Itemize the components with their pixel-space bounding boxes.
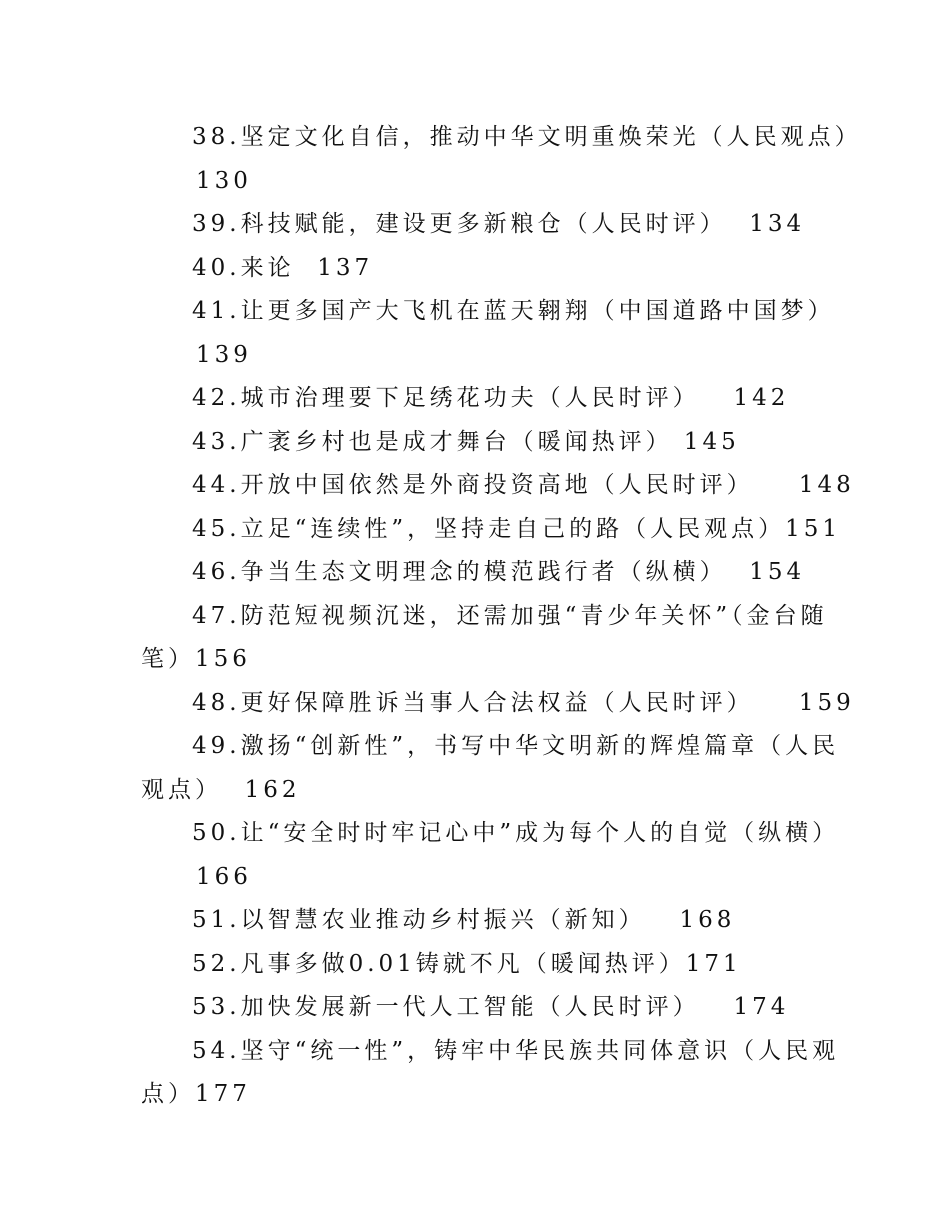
toc-entry-53: 53.加快发展新一代人工智能（人民时评） 174 bbox=[192, 994, 790, 1020]
toc-entry-40: 40.来论 137 bbox=[192, 255, 374, 281]
toc-entry-42: 42.城市治理要下足绣花功夫（人民时评） 142 bbox=[192, 385, 790, 411]
toc-entry-47-cont: 笔）156 bbox=[141, 646, 251, 672]
toc-entry-41: 41.让更多国产大飞机在蓝天翱翔（中国道路中国梦） bbox=[192, 298, 835, 324]
toc-page-50: 166 bbox=[196, 864, 252, 890]
toc-entry-50: 50.让“安全时时牢记心中”成为每个人的自觉（纵横） bbox=[192, 820, 840, 846]
toc-entry-44: 44.开放中国依然是外商投资高地（人民时评） 148 bbox=[192, 472, 855, 498]
toc-entry-46: 46.争当生态文明理念的模范践行者（纵横） 154 bbox=[192, 559, 806, 585]
toc-entry-38: 38.坚定文化自信，推动中华文明重焕荣光（人民观点） bbox=[192, 124, 862, 150]
toc-entry-39: 39.科技赋能，建设更多新粮仓（人民时评） 134 bbox=[192, 211, 806, 237]
toc-entry-49: 49.激扬“创新性”，书写中华文明新的辉煌篇章（人民 bbox=[192, 733, 840, 759]
toc-entry-45: 45.立足“连续性”，坚持走自己的路（人民观点）151 bbox=[192, 516, 841, 542]
toc-entry-48: 48.更好保障胜诉当事人合法权益（人民时评） 159 bbox=[192, 690, 855, 716]
toc-entry-52: 52.凡事多做0.01铸就不凡（暖闻热评）171 bbox=[192, 951, 742, 977]
toc-entry-49-cont: 观点） 162 bbox=[141, 777, 301, 803]
toc-entry-43: 43.广袤乡村也是成才舞台（暖闻热评） 145 bbox=[192, 429, 740, 455]
toc-entry-54-cont: 点）177 bbox=[141, 1081, 251, 1107]
toc-page-41: 139 bbox=[196, 342, 252, 368]
toc-entry-47: 47.防范短视频沉迷，还需加强“青少年关怀”（金台随 bbox=[192, 603, 828, 629]
toc-entry-54: 54.坚守“统一性”，铸牢中华民族共同体意识（人民观 bbox=[192, 1038, 840, 1064]
toc-page-38: 130 bbox=[196, 168, 252, 194]
toc-entry-51: 51.以智慧农业推动乡村振兴（新知） 168 bbox=[192, 907, 736, 933]
